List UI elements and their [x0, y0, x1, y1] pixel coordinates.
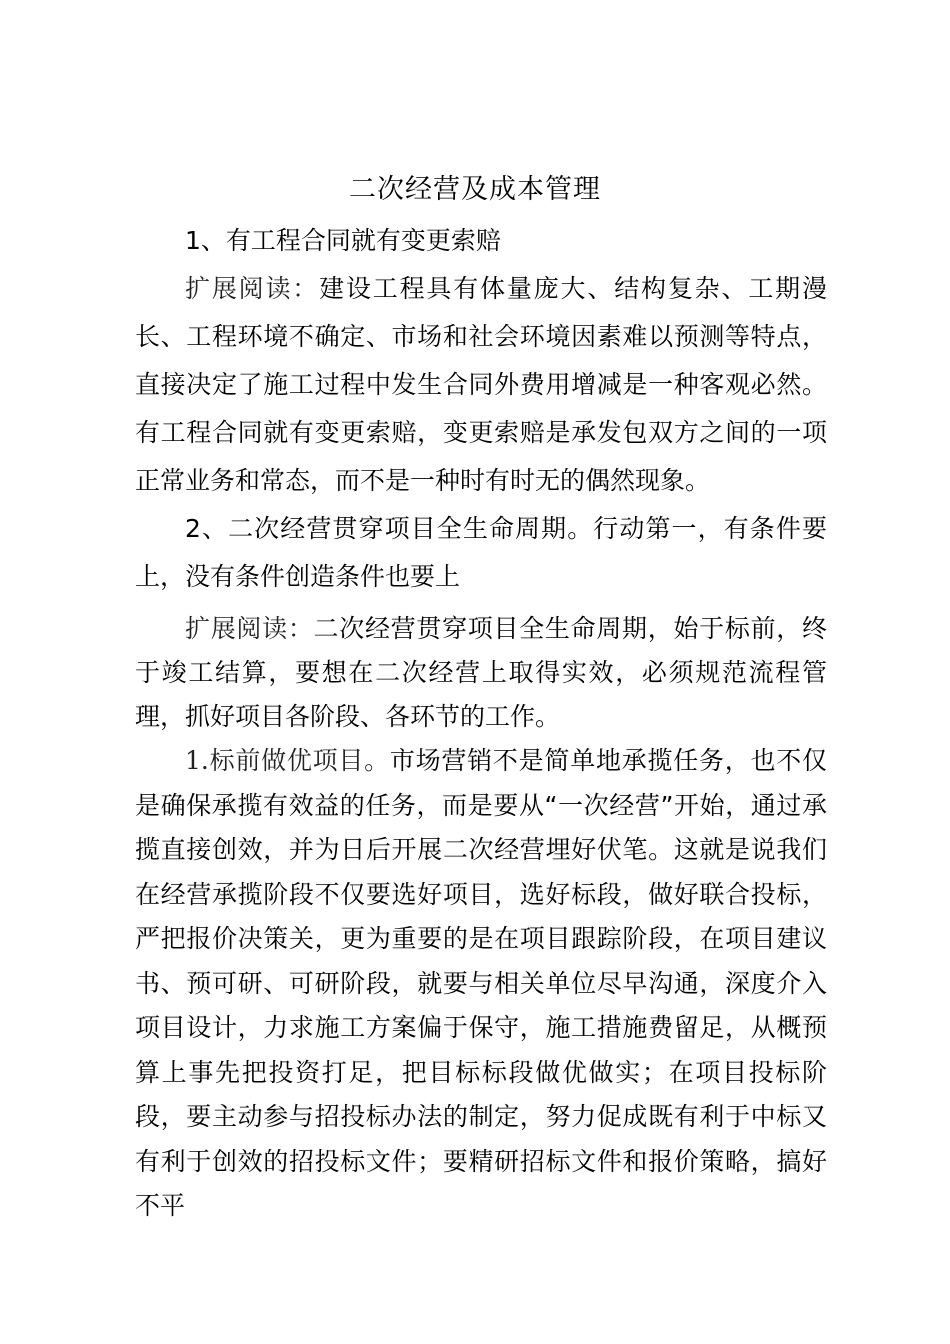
- paragraph-text: 市场营销不是简单地承揽任务，也不仅是确保承揽有效益的任务，而是要从“一次经营”开始，通过承揽直接创效，并为日后开展二次经营埋好伏笔。这就是说我们在经营承揽阶段不仅要选好项目，选好标段，做好联合投标，严把报价决策关，更为重要的是在项目跟踪阶段，在项目建议书、预可研、可研阶段，就要与相关单位尽早沟通，深度介入项目设计，力求施工方案偏于保守，施工措施费留足，从概预算上事先把投资打足，把目标标段做优做实；在项目投标阶段，要主动参与招投标办法的制定，努力促成既有利于中标又有利于创效的招投标文件；要精研招标文件和报价策略，搞好不平: [135, 746, 827, 1220]
- paragraph-text: 二次经营贯穿项目全生命周期，始于标前，终于竣工结算，要想在二次经营上取得实效，必须规范流程管理，抓好项目各阶段、各环节的工作。: [135, 614, 827, 731]
- paragraph-text: 1、有工程合同就有变更索赔: [185, 226, 501, 255]
- document-title: 二次经营及成本管理: [349, 174, 601, 205]
- section-heading-1: [135, 217, 827, 265]
- extended-reading-paragraph-2: [135, 607, 827, 739]
- section-heading-2: [135, 505, 827, 601]
- step-paragraph-1: [135, 739, 827, 1229]
- document-body: [135, 217, 827, 1229]
- paragraph-text: 2、二次经营贯穿项目全生命周期。行动第一，有条件要上，没有条件创造条件也要上: [135, 514, 827, 591]
- paragraph-lead: 扩展阅读：: [185, 274, 320, 303]
- paragraph-lead: 1.标前做优项目。: [185, 746, 390, 775]
- extended-reading-paragraph-1: [135, 265, 827, 505]
- paragraph-text: 建设工程具有体量庞大、结构复杂、工期漫长、工程环境不确定、市场和社会环境因素难以预测等特点，直接决定了施工过程中发生合同外费用增减是一种客观必然。有工程合同就有变更索赔，变更索赔是承发包双方之间的一项正常业务和常态，而不是一种时有时无的偶然现象。: [135, 274, 827, 495]
- paragraph-lead: 扩展阅读：: [185, 614, 314, 643]
